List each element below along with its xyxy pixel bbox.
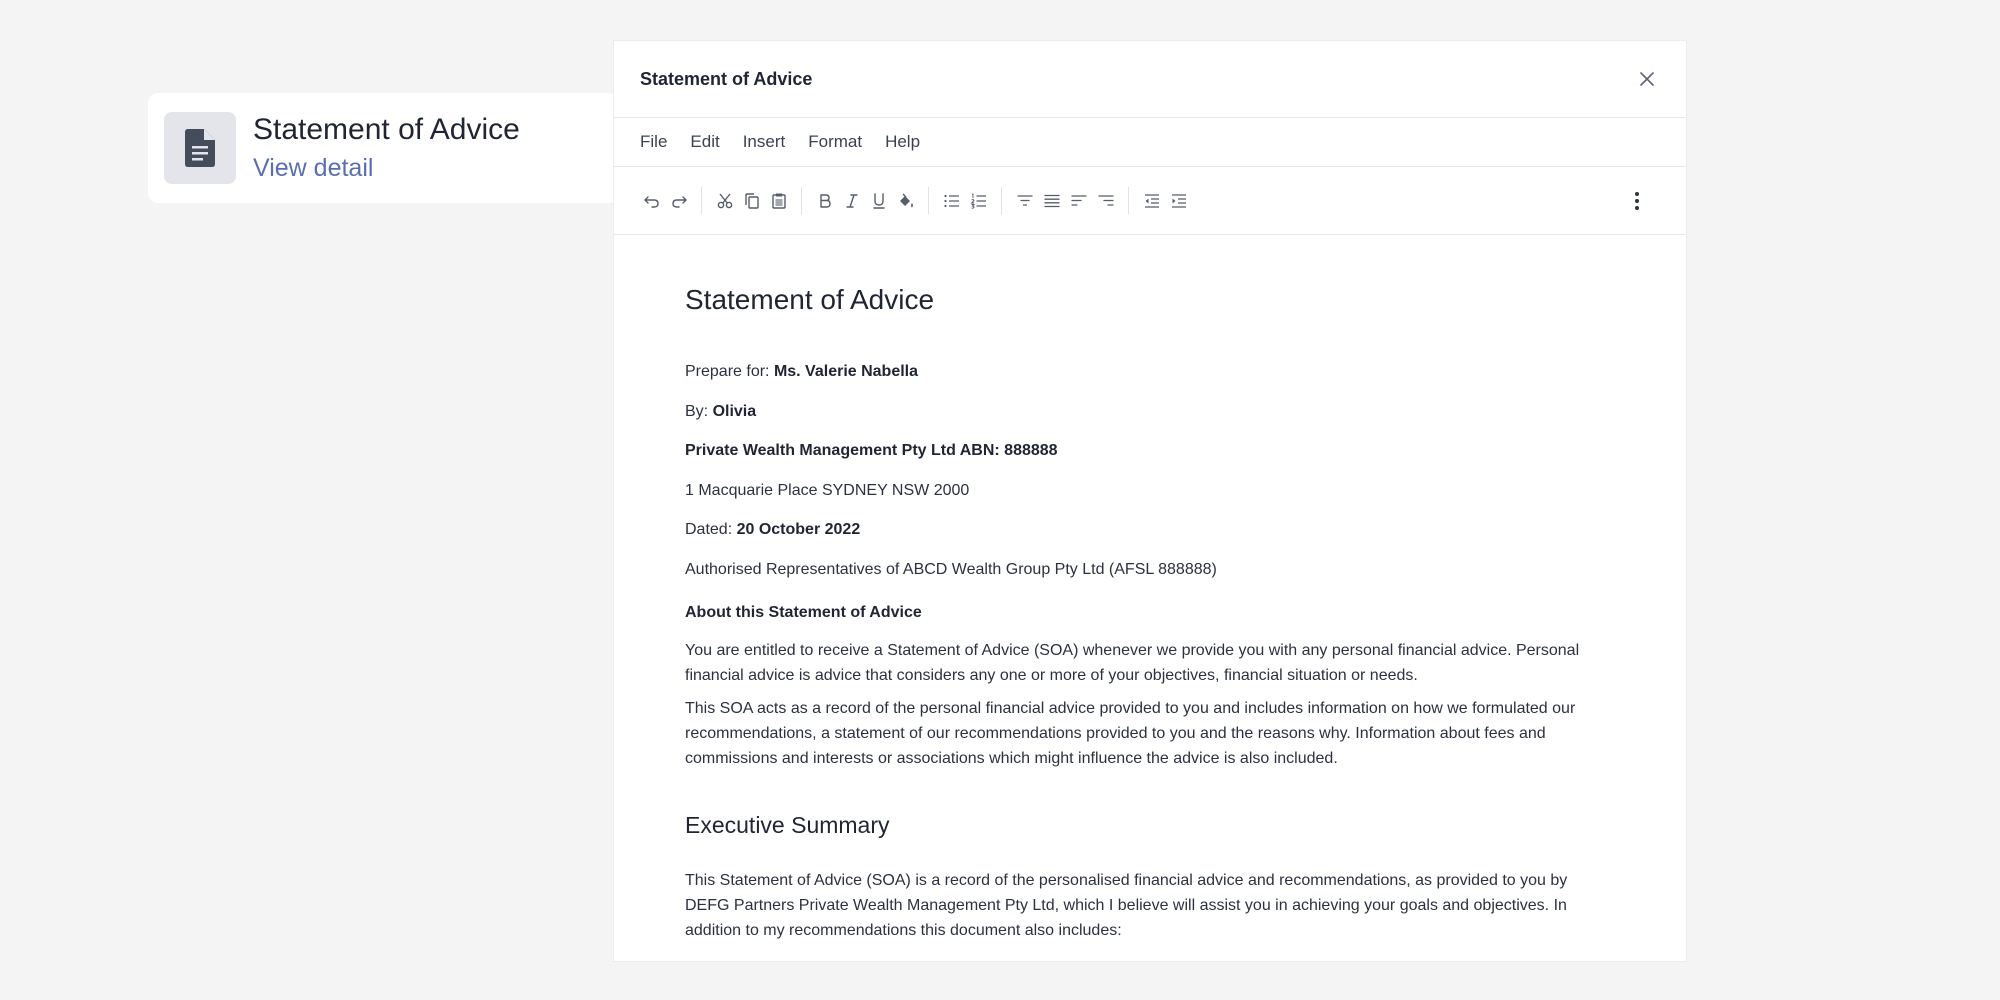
toolbar-divider	[801, 187, 802, 214]
by-line	[685, 399, 1616, 424]
authorised-line: Authorised Representatives of ABCD Wealth Group Pty Ltd (AFSL 888888)	[685, 560, 1217, 578]
numbered-list-icon	[970, 192, 988, 210]
align-top-icon	[1016, 192, 1034, 210]
italic-icon	[843, 192, 861, 210]
document-card[interactable]	[148, 93, 618, 203]
bold-button[interactable]	[811, 187, 838, 214]
indent-increase-button[interactable]	[1165, 187, 1192, 214]
menu-insert[interactable]: Insert	[742, 132, 786, 151]
paste-icon	[770, 192, 788, 210]
align-top-button[interactable]	[1011, 187, 1038, 214]
indent-decrease-button[interactable]	[1138, 187, 1165, 214]
cut-button[interactable]	[711, 187, 738, 214]
bold-icon	[816, 192, 834, 210]
by-value: Olivia	[712, 402, 757, 420]
about-heading: About this Statement of Advice	[685, 603, 922, 621]
dated-line	[685, 517, 1616, 542]
more-options-button[interactable]	[1623, 187, 1650, 214]
copy-button[interactable]	[738, 187, 765, 214]
dated-label: Dated:	[685, 521, 737, 538]
modal-title: Statement of Advice	[640, 68, 813, 89]
menu-bar	[614, 118, 1686, 167]
fill-color-button[interactable]	[892, 187, 919, 214]
toolbar-divider	[1001, 187, 1002, 214]
menu-format[interactable]: Format	[808, 132, 863, 151]
align-left-button[interactable]	[1065, 187, 1092, 214]
prepare-for-value: Ms. Valerie Nabella	[773, 363, 919, 380]
paste-button[interactable]	[765, 187, 792, 214]
about-paragraph-1: You are entitled to receive a Statement of Advice (SOA) whenever we provide you with any personal financial advice. Personal financial advice is advice that considers any one or more of your objectives, financial situation or needs.	[685, 641, 1580, 684]
dated-value: 20 October 2022	[736, 521, 861, 538]
align-center-icon	[1043, 192, 1061, 210]
undo-button[interactable]	[638, 187, 665, 214]
fill-color-icon	[897, 192, 915, 210]
about-paragraph-2: This SOA acts as a record of the personal financial advice provided to you and includes information on how we formulated our recommendations, a statement of our recommendations provided to you and the reasons why. Information about fees and commissions and interests or associations which might influence the advice is also included.	[685, 699, 1576, 767]
close-button[interactable]	[1634, 66, 1660, 92]
company-name: Private Wealth Management Pty Ltd ABN: 888888	[685, 442, 1058, 459]
copy-icon	[743, 192, 761, 210]
indent-decrease-icon	[1143, 192, 1161, 210]
numbered-list-button[interactable]	[965, 187, 992, 214]
prepare-for-line	[685, 359, 1616, 384]
align-center-button[interactable]	[1038, 187, 1065, 214]
document-thumbnail	[164, 112, 236, 184]
editor-toolbar	[614, 167, 1686, 235]
undo-icon	[643, 192, 661, 210]
redo-icon	[670, 192, 688, 210]
executive-summary-paragraph: This Statement of Advice (SOA) is a record of the personalised financial advice and recommendations, as provided to you by DEFG Partners Private Wealth Management Pty Ltd, which I believe will assist you in achieving your goals and objectives. In addition to my recommendations this document also includes:	[685, 871, 1568, 939]
close-icon	[1639, 71, 1655, 87]
prepare-for-label: Prepare for:	[685, 363, 774, 380]
document-card-title: Statement of Advice	[253, 113, 520, 146]
company-line	[685, 438, 1616, 463]
align-left-icon	[1070, 192, 1088, 210]
underline-icon	[870, 192, 888, 210]
menu-edit[interactable]: Edit	[690, 132, 720, 151]
address-line: 1 Macquarie Place SYDNEY NSW 2000	[685, 481, 970, 499]
executive-summary-heading: Executive Summary	[685, 811, 890, 838]
editor-modal	[613, 40, 1687, 962]
more-vertical-icon	[1634, 191, 1640, 211]
cut-icon	[716, 192, 734, 210]
bullet-list-icon	[943, 192, 961, 210]
underline-button[interactable]	[865, 187, 892, 214]
menu-help[interactable]: Help	[885, 132, 921, 151]
toolbar-divider	[701, 187, 702, 214]
indent-increase-icon	[1170, 192, 1188, 210]
document-content[interactable]	[614, 235, 1686, 943]
toolbar-divider	[1128, 187, 1129, 214]
bullet-list-button[interactable]	[938, 187, 965, 214]
align-right-button[interactable]	[1092, 187, 1119, 214]
toolbar-divider	[928, 187, 929, 214]
redo-button[interactable]	[665, 187, 692, 214]
document-heading: Statement of Advice	[685, 284, 935, 315]
document-icon	[185, 129, 215, 167]
align-right-icon	[1097, 192, 1115, 210]
view-detail-link[interactable]: View detail	[253, 154, 374, 182]
menu-file[interactable]: File	[640, 132, 668, 151]
by-label: By:	[685, 402, 713, 420]
italic-button[interactable]	[838, 187, 865, 214]
modal-header	[614, 41, 1686, 118]
